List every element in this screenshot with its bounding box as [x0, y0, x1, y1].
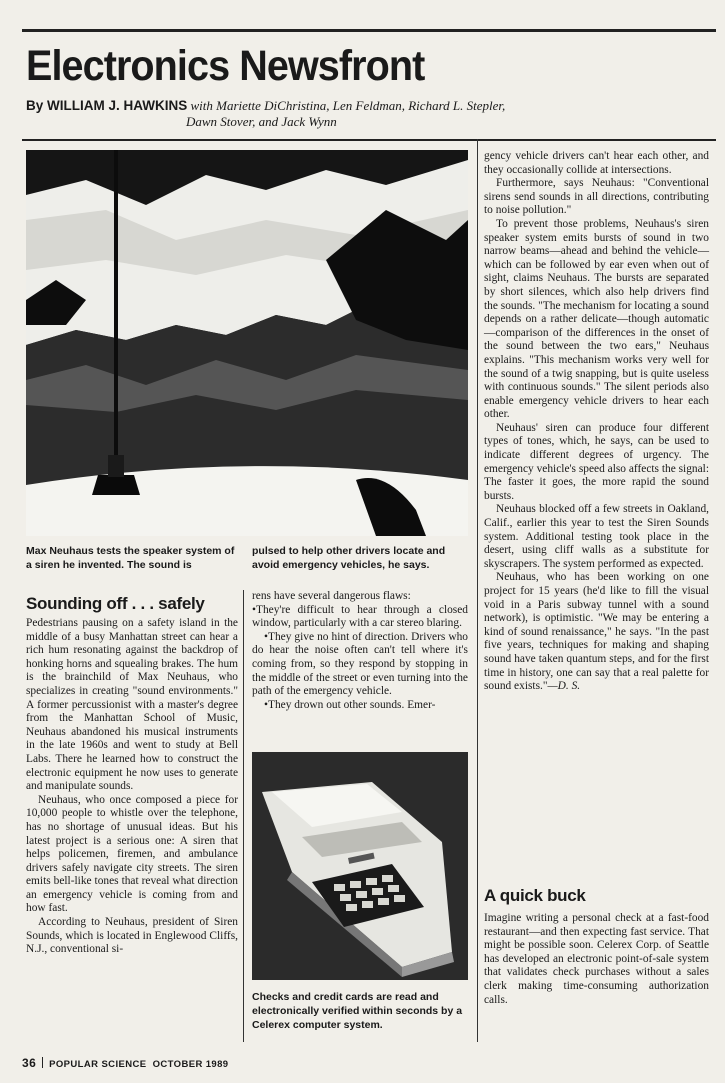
paragraph-text: Neuhaus, who has been working on one project for 15 years (he'd like to fill the visual void in a Paris subway tunnel with a sound network), is optimistic. "We may be entering a kind of sound renaissance," he says. "In the past five years, techniques for making and shaping sound have taken quantum steps, and for the first time in history, one can say that a real palette for sound exists." — [484, 571, 709, 693]
paragraph: rens have several dangerous flaws: — [252, 590, 411, 602]
bullet-paragraph: •They drown out other sounds. Emer- — [264, 698, 436, 711]
header-rule — [22, 139, 716, 141]
siren-speaker-photo — [26, 150, 468, 536]
paragraph: Pedestrians pausing on a safety island in the middle of a busy Manhattan street can hear a rich hum resonating against the backdrop of honking horns and squealing brakes. The hum is the brainchild of Max Neuhaus, who specializes in creating "sound environments." A former percussionist with a master's degree from the Manhattan School of Music, Neuhaus abandoned his musical instruments in the late 1960s and went to study at Bell Labs. There he learned how to construct the electronic equipment he now uses to generate and manipulate sounds. — [26, 617, 238, 793]
page-number: 36 — [22, 1056, 37, 1070]
byline-contributors-2: Dawn Stover, and Jack Wynn — [186, 114, 337, 129]
paragraph: Neuhaus blocked off a few streets in Oakland, Calif., earlier this year to test the Siren Sounds system. Additional testing took place in the desert, using cliff walls as a substitute for skyscrapers. The system performed as expected. — [484, 503, 709, 570]
paragraph: Neuhaus' siren can produce four different types of tones, which, he says, can be used to indicate different degrees of urgency. The emergency vehicle's speed also affects the signal: The faster it goes, the more rapid the sound bursts. — [484, 421, 709, 502]
paragraph — [484, 571, 709, 693]
celerex-terminal-photo — [252, 752, 468, 980]
article-column-3 — [484, 150, 709, 694]
bullet-paragraph: •They give no hint of direction. Drivers who do hear the noise often can't tell where it's coming from, so they respond by stopping in the middle of the street or even turning into the path of the emergency vehicle. — [252, 630, 468, 698]
byline-contributors-1: with Mariette DiChristina, Len Feldman, Richard L. Stepler, — [190, 98, 506, 113]
celerex-caption: Checks and credit cards are read and electronically verified within seconds by a Celerex computer system. — [252, 991, 463, 1031]
top-rule — [22, 29, 716, 32]
terminal-photo-illustration — [252, 752, 468, 980]
bullet-paragraph: •They're difficult to hear through a closed window, particularly with a car stereo blaring. — [252, 603, 468, 630]
article-column-2 — [252, 590, 468, 712]
page-title: Electronics Newsfront — [26, 42, 425, 90]
siren-caption-part2: pulsed to help other drivers locate and avoid emergency vehicles, he says. — [252, 545, 446, 571]
article-heading-quick-buck: A quick buck — [484, 886, 586, 905]
article-column-4 — [484, 912, 709, 1007]
author-signoff: —D. S. — [547, 680, 581, 693]
paragraph: Neuhaus, who once composed a piece for 10,000 people to whistle over the telephone, has no shortage of unusual ideas. But his latest project is a serious one: A siren that helps policemen, firemen, and ambulance drivers safely navigate city streets. The siren emits bell-like tones that reveal what direction an emergency vehicle is coming from and how fast. — [26, 793, 238, 915]
paragraph: Imagine writing a personal check at a fast-food restaurant—and then expecting fast service. That might be possible soon. Celerex Corp. of Seattle has developed an electronic point-of-sale system that validates check purchases without a sales clerk making time-consuming authorization calls. — [484, 912, 709, 1006]
issue-date: OCTOBER 1989 — [152, 1059, 229, 1070]
byline-author: By WILLIAM J. HAWKINS — [26, 98, 188, 113]
siren-caption-part1: Max Neuhaus tests the speaker system of a siren he invented. The sound is — [26, 545, 235, 571]
paragraph: Furthermore, says Neuhaus: "Conventional sirens send sounds in all directions, contributing to noise pollution." — [484, 177, 709, 217]
column-divider-2 — [477, 139, 478, 1042]
magazine-name: POPULAR SCIENCE — [49, 1059, 147, 1070]
paragraph: According to Neuhaus, president of Siren Sounds, which is located in Englewood Cliffs, N.J., conventional si- — [26, 916, 238, 956]
footer-separator — [42, 1057, 43, 1068]
article-column-1 — [26, 617, 238, 957]
paragraph: To prevent those problems, Neuhaus's siren speaker system emits bursts of sound in two narrow beams—ahead and behind the vehicle— which can be followed by ear even when out of sight, claims Neuhaus. The bursts are separated by short silences, which also help drivers find the sounds. "The mechanism for locating a sound depends on a rather delicate—though automatic—comparison of the differences in the onset of the sound between the two ears," Neuhaus explains. "This mechanism works very well for the sound of a twig snapping, but is quite useless with continuous sounds." The silent periods also enable emergency vehicle drivers to hear each other. — [484, 217, 709, 421]
siren-photo-illustration — [26, 150, 468, 536]
column-divider-1 — [243, 590, 244, 1042]
byline — [26, 98, 666, 130]
page-footer — [22, 1056, 228, 1070]
paragraph: gency vehicle drivers can't hear each other, and they occasionally collide at intersections. — [484, 150, 709, 176]
article-heading-sounding-off: Sounding off . . . safely — [26, 594, 205, 613]
